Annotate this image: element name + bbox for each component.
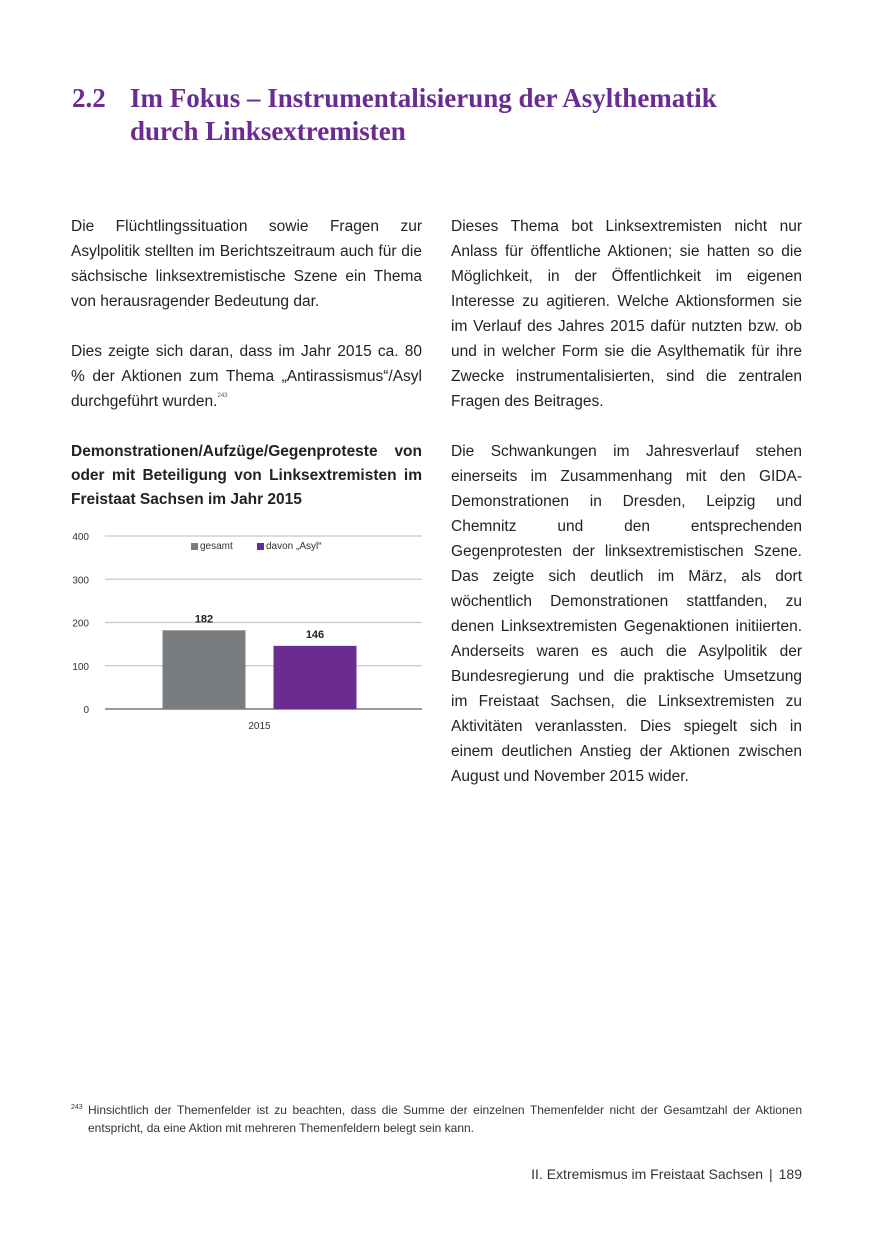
section-title-line1: Im Fokus – Instrumentalisierung der Asylthematik xyxy=(130,83,717,113)
bar xyxy=(163,630,246,709)
legend-swatch xyxy=(191,543,198,550)
section-number: 2.2 xyxy=(72,83,106,113)
y-tick-label: 200 xyxy=(72,618,89,630)
footnote-text: Hinsichtlich der Themenfelder ist zu beachten, dass die Summe der einzelnen Themenfelder nicht der Gesamtzahl der Aktionen entspricht, da eine Aktion mit mehreren Themenfeldern belegt sein kann. xyxy=(88,1103,802,1135)
data-label: 146 xyxy=(305,628,325,641)
bar-chart xyxy=(62,524,432,744)
legend-swatch xyxy=(257,543,264,550)
right-paragraph-1: Dieses Thema bot Linksextremisten nicht nur Anlass für öffentliche Aktionen; sie hatten so die Möglichkeit, in der Öffentlichkeit im eigenen Interesse zu agitieren. Welche Aktionsformen sie im Verlauf des Jahres 2015 dafür nutzten bzw. ob und in welcher Form sie die Asylthematik für ihre Zwecke instrumentalisierten, sind die zentralen Fragen des Beitrages. xyxy=(451,218,802,410)
footnote-reference[interactable]: 243 xyxy=(217,393,228,399)
footnote-mark: 243 xyxy=(71,1104,83,1111)
y-tick-label: 300 xyxy=(72,575,89,587)
legend-label: davon „Asyl“ xyxy=(266,541,322,552)
x-tick-label: 2015 xyxy=(248,721,271,732)
bar xyxy=(274,646,357,709)
y-tick-label: 0 xyxy=(83,705,89,716)
right-paragraph-2: Die Schwankungen im Jahresverlauf stehen einerseits im Zusammenhang mit den GIDA-Demonstrationen in Dresden, Leipzig und Chemnitz und den entsprechenden Gegenprotesten der linksextremistischen Szene. Das zeigte sich deutlich im März, als dort wöchentlich Demonstrationen stattfanden, zu denen Linksextremisten Gegenaktionen initiierten. Anderseits waren es auch die Asylpolitik der Bundesregierung und die praktische Umsetzung im Freistaat Sachsen, die Linksextremisten zu Aktivitäten veranlassten. Dies spiegelt sich in einem deutlichen Anstieg der Aktionen zwischen August und November 2015 wider. xyxy=(451,443,802,785)
data-label: 182 xyxy=(194,613,214,626)
legend-label: gesamt xyxy=(200,541,233,552)
left-paragraph-2-text: Dies zeigte sich daran, dass im Jahr 2015 ca. 80 % der Aktionen zum Thema „Antirassismus“/Asyl durchgeführt wurden. xyxy=(71,343,422,410)
page-number: 189 xyxy=(778,1166,802,1182)
left-column xyxy=(71,214,422,414)
chart-title: Demonstrationen/Aufzüge/Gegenproteste von oder mit Beteiligung von Linksextremisten im Freistaat Sachsen im Jahr 2015 xyxy=(71,443,422,508)
page-footer xyxy=(531,1166,802,1182)
section-title-line2: durch Linksextremisten xyxy=(130,116,406,146)
footer-separator: | xyxy=(769,1166,773,1182)
footer-section-title: II. Extremismus im Freistaat Sachsen xyxy=(531,1166,763,1182)
bar-chart-svg xyxy=(62,524,432,744)
y-tick-label: 100 xyxy=(72,661,89,673)
right-column xyxy=(451,214,802,789)
left-paragraph-1: Die Flüchtlingssituation sowie Fragen zur Asylpolitik stellten im Berichtszeitraum auch für die sächsische linksextremistische Szene ein Thema von herausragender Bedeutung dar. xyxy=(71,218,422,310)
left-paragraph-2 xyxy=(71,339,422,414)
y-tick-label: 400 xyxy=(72,532,89,543)
footnote xyxy=(71,1101,802,1137)
